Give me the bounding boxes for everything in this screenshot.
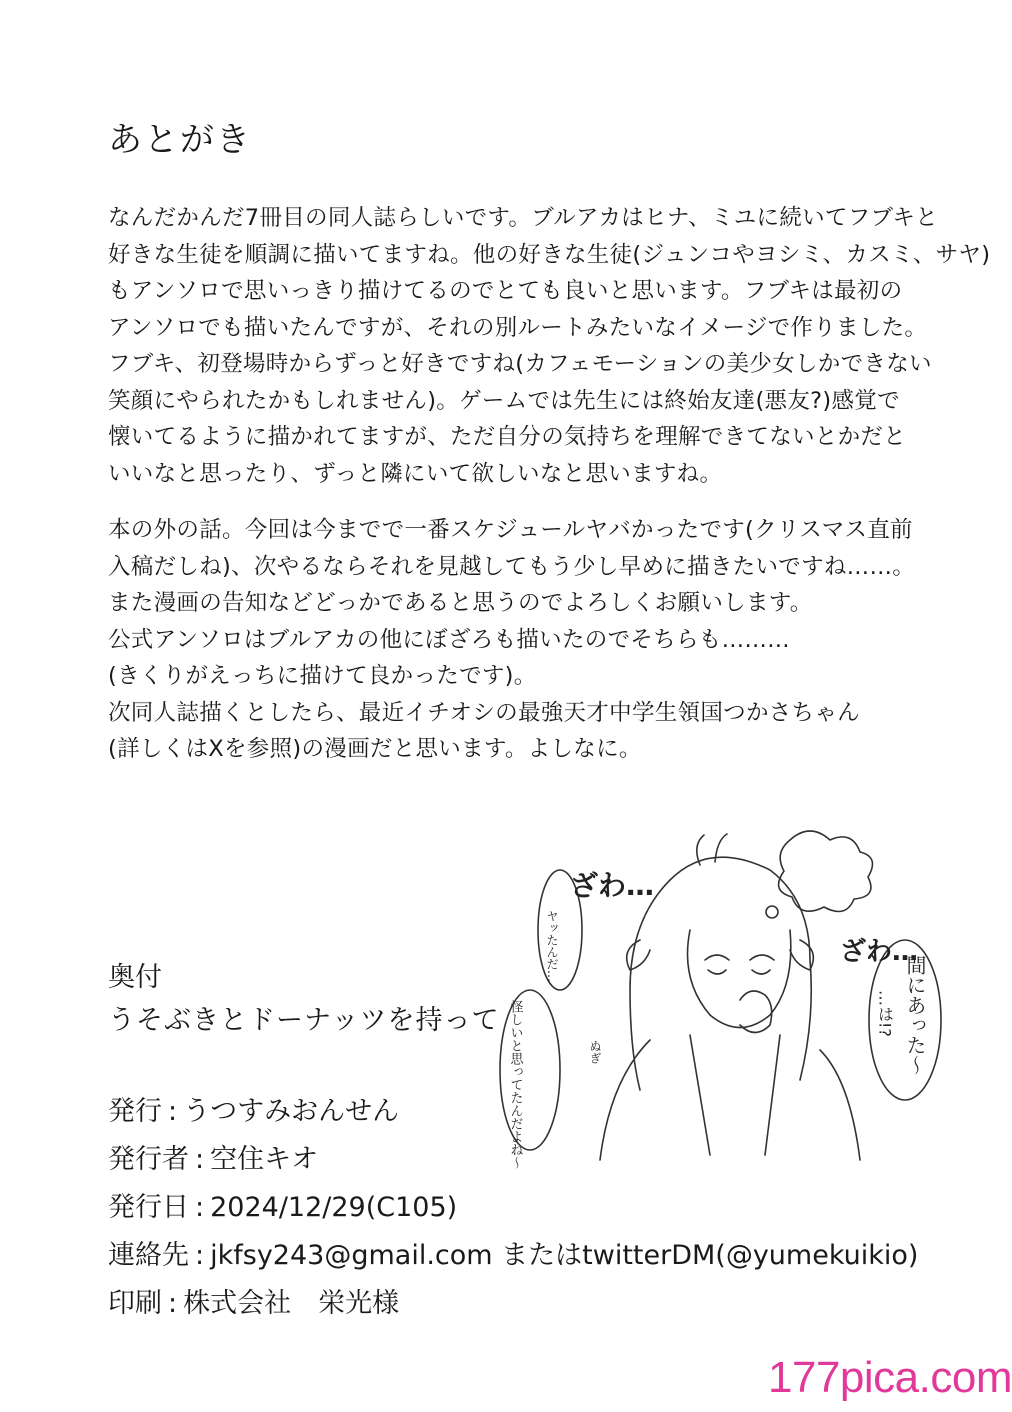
character-sketch-illustration — [507, 820, 960, 1190]
site-watermark: 177pica.com — [768, 1353, 1012, 1402]
hand — [740, 991, 772, 1033]
separator: : — [168, 1288, 178, 1319]
speech-text: …は!? — [875, 990, 895, 1037]
separator: : — [195, 1192, 205, 1223]
row-label: 発行日 — [108, 1192, 189, 1223]
speech-text: ヤッたんだ… — [545, 910, 559, 982]
text-line: 公式アンソロはブルアカの他にぼざろも描いたのでそちらも……… — [108, 626, 790, 653]
hair — [630, 834, 811, 1090]
face — [688, 930, 791, 1028]
date-row — [108, 1184, 918, 1232]
text-line: もアンソロで思いっきり描けてるのでとても良いと思います。フブキは最初の — [108, 278, 903, 304]
row-value: 2024/12/29(C105) — [210, 1192, 458, 1223]
text-line: アンソロでも描いたんですが、それの別ルートみたいなイメージで作りました。 — [108, 314, 928, 341]
eye-right — [750, 955, 774, 974]
text-line: フブキ、初登場時からずっと好きですね(カフェモーションの美少女しかできない — [108, 351, 932, 377]
afterword-paragraph-1 — [108, 200, 991, 492]
book-title: うそぶきとドーナッツを持って — [108, 1005, 500, 1036]
row-label: 連絡先 — [108, 1240, 189, 1271]
jacket — [600, 1035, 860, 1160]
sfx-zawa-right: ざわ… — [840, 937, 919, 967]
eye-left — [705, 955, 729, 974]
speech-text: 間にあった～ — [903, 955, 927, 1075]
scribble-cloud — [779, 831, 873, 912]
speech-text: 怪しいと思ってたんだよね～ — [507, 1000, 523, 1169]
row-label: 発行 — [108, 1096, 162, 1127]
row-value: 空住キオ — [210, 1144, 319, 1175]
row-label: 発行者 — [108, 1144, 189, 1175]
text-line: 好きな生徒を順調に描いてますね。他の好きな生徒(ジュンコやヨシミ、カスミ、サヤ) — [108, 241, 991, 268]
hair-heart — [766, 906, 778, 918]
row-label: 印刷 — [108, 1288, 162, 1319]
row-value: jkfsy243@gmail.com またはtwitterDM(@yumekuikio) — [210, 1240, 919, 1271]
text-line: (詳しくはXを参照)の漫画だと思います。よしなに。 — [108, 736, 642, 762]
separator: : — [195, 1240, 205, 1271]
separator: : — [195, 1144, 205, 1175]
text-line: 懐いてるように描かれてますが、ただ自分の気持ちを理解できてないとかだと — [108, 424, 907, 450]
colophon-heading: 奥付 — [108, 962, 162, 993]
text-line: いいなと思ったり、ずっと隣にいて欲しいなと思いますね。 — [108, 460, 723, 487]
afterword-title: あとがき — [108, 120, 252, 160]
afterword-paragraph-2 — [108, 512, 916, 768]
text-line: また漫画の告知などどっかであると思うのでよろしくお願いします。 — [108, 590, 813, 616]
text-line: なんだかんだ7冊目の同人誌らしいです。ブルアカはヒナ、ミユに続いてフブキと — [108, 205, 939, 231]
row-value: うつすみおんせん — [183, 1096, 400, 1127]
speech-text: ぬぎ — [588, 1040, 602, 1064]
text-line: 次同人誌描くとしたら、最近イチオシの最強天才中学生領国つかさちゃん — [108, 699, 860, 726]
row-value: 株式会社 栄光様 — [183, 1288, 400, 1319]
contact-row — [108, 1232, 918, 1280]
separator: : — [168, 1096, 178, 1127]
text-line: (きくりがえっちに描けて良かったです)。 — [108, 663, 537, 689]
text-line: 本の外の話。今回は今までで一番スケジュールヤバかったです(クリスマス直前 — [108, 517, 913, 543]
sfx-zawa-left: ざわ… — [570, 869, 655, 902]
text-line: 笑顔にやられたかもしれません)。ゲームでは先生には終始友達(悪友?)感覚で — [108, 387, 900, 414]
text-line: 入稿だしね)、次やるならそれを見越してもう少し早めに描きたいですね……。 — [108, 553, 916, 580]
printer-row — [108, 1280, 918, 1328]
